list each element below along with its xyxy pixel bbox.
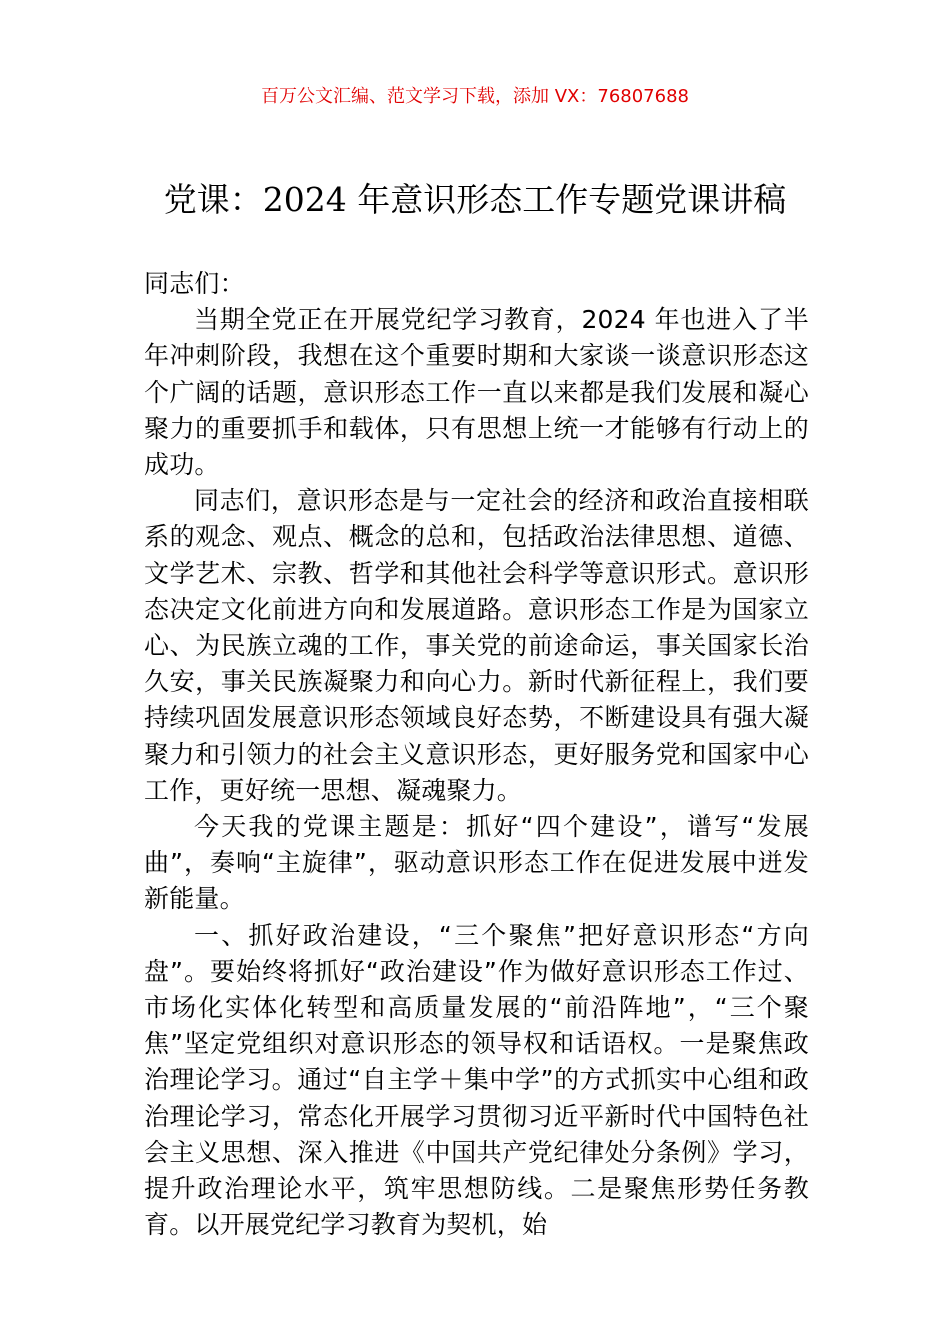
document-body	[144, 266, 809, 1243]
salutation: 同志们：	[144, 269, 245, 298]
paragraph-4: 一、抓好政治建设，“三个聚焦”把好意识形态“方向盘”。要始终将抓好“政治建设”作为做好意识形态工作过、市场化实体化转型和高质量发展的“前沿阵地”，“三个聚焦”坚定党组织对意识形态的领导权和话语权。一是聚焦政治理论学习。通过“自主学＋集中学”的方式抓实中心组和政治理论学习，常态化开展学习贯彻习近平新时代中国特色社会主义思想、深入推进《中国共产党纪律处分条例》学习，提升政治理论水平，筑牢思想防线。二是聚焦形势任务教育。以开展党纪学习教育为契机，始	[144, 920, 809, 1240]
paragraph-2: 同志们，意识形态是与一定社会的经济和政治直接相联系的观念、观点、概念的总和，包括政治法律思想、道德、文学艺术、宗教、哲学和其他社会科学等意识形式。意识形态决定文化前进方向和发展道路。意识形态工作是为国家立心、为民族立魂的工作，事关党的前途命运，事关国家长治久安，事关民族凝聚力和向心力。新时代新征程上，我们要持续巩固发展意识形态领域良好态势，不断建设具有强大凝聚力和引领力的社会主义意识形态，更好服务党和国家中心工作，更好统一思想、凝魂聚力。	[144, 486, 809, 805]
paragraph-1: 当期全党正在开展党纪学习教育，2024 年也进入了半年冲刺阶段，我想在这个重要时期和大家谈一谈意识形态这个广阔的话题，意识形态工作一直以来都是我们发展和凝心聚力的重要抓手和载体，只有思想上统一才能够有行动上的成功。	[144, 305, 809, 480]
header-watermark-note: 百万公文汇编、范文学习下载，添加 VX：76807688	[261, 86, 689, 107]
paragraph-3: 今天我的党课主题是：抓好“四个建设”，谱写“发展曲”，奏响“主旋律”，驱动意识形态工作在促进发展中迸发新能量。	[144, 812, 809, 914]
document-title: 党课：2024 年意识形态工作专题党课讲稿	[163, 180, 787, 219]
